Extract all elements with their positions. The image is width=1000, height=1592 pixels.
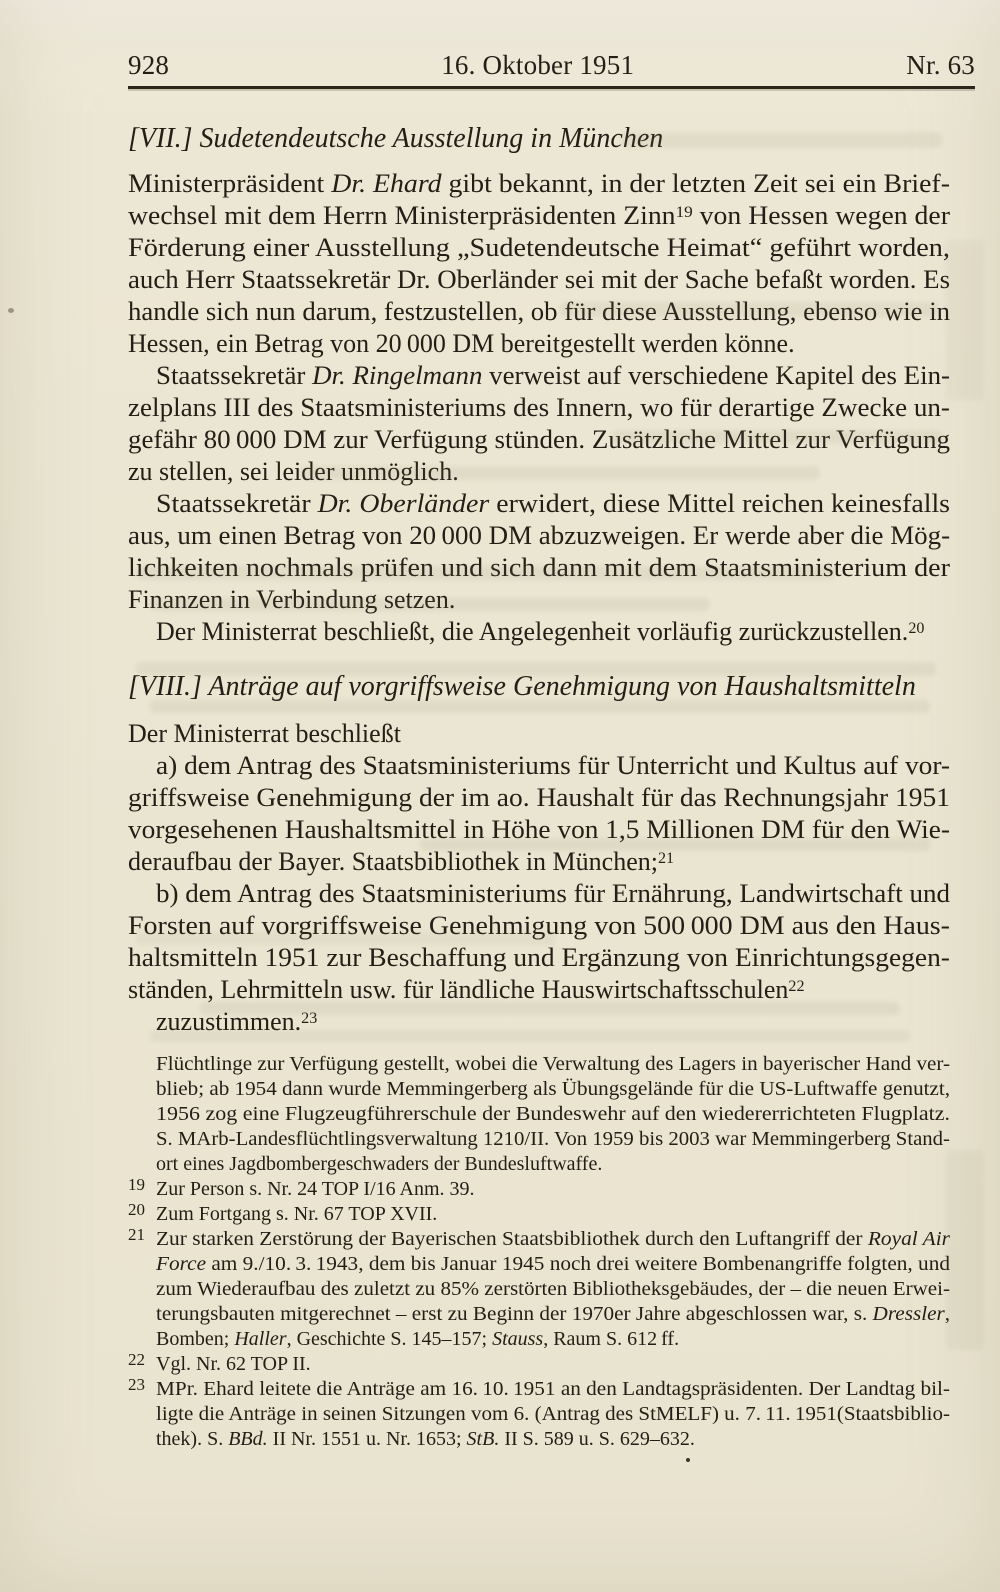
text-line: vorgesehenen Haushaltsmittel in Höhe von 1,5 Millionen DM für den Wie- bbox=[128, 815, 951, 844]
text-line: b) dem Antrag des Staatsministeriums für Ernährung, Landwirtschaft und bbox=[156, 879, 951, 908]
header-rule bbox=[128, 86, 975, 89]
text-line: zelplans III des Staatsministeriums des Innern, wo für derartige Zwecke un- bbox=[128, 393, 950, 422]
text-line: Finanzen in Verbindung setzen. bbox=[128, 585, 456, 614]
running-head-date: 16. Oktober 1951 bbox=[441, 50, 635, 80]
paragraph bbox=[128, 168, 950, 360]
text-line: Zur Person s. Nr. 24 TOP I/16 Anm. 39. bbox=[156, 1178, 475, 1200]
text-line: aus, um einen Betrag von 20 000 DM abzuzweigen. Er werde aber die Mög- bbox=[128, 521, 951, 550]
footnote-number: 22 bbox=[128, 1350, 145, 1369]
text-line: zum Wiederaufbau des zuletzt zu 85% zerstörten Bibliotheksgebäudes, der – die neuen Erwei- bbox=[156, 1278, 950, 1300]
text-line: wechsel mit dem Herrn Ministerpräsidenten Zinn$^{19}$ von Hessen wegen der bbox=[128, 201, 950, 230]
text-line: Der Ministerrat beschließt, die Angelegenheit vorläufig zurückzustellen.$^{20}$ bbox=[156, 617, 925, 646]
text-line: Hessen, ein Betrag von 20 000 DM bereitgestellt werden könne. bbox=[128, 329, 795, 358]
text-line: Force am 9./10. 3. 1943, dem bis Januar 1945 noch drei weitere Bombenangriffe folgten, und bbox=[156, 1253, 950, 1275]
text-line: Flüchtlinge zur Verfügung gestellt, wobei die Verwaltung des Lagers in bayerischer Hand ver- bbox=[156, 1053, 950, 1075]
footnote bbox=[128, 1227, 950, 1352]
text-line: Zum Fortgang s. Nr. 67 TOP XVII. bbox=[156, 1203, 438, 1225]
footnote-number: 20 bbox=[128, 1200, 145, 1219]
section-heading-viii: [VIII.] Anträge auf vorgriffsweise Genehmigung von Haushaltsmitteln bbox=[128, 671, 916, 702]
paragraph bbox=[128, 360, 950, 488]
running-head-issue: Nr. 63 bbox=[906, 50, 975, 80]
paragraph bbox=[128, 488, 950, 616]
text-line: lichkeiten nochmals prüfen und sich dann mit dem Staatsministerium der bbox=[128, 553, 951, 582]
paragraph bbox=[128, 750, 950, 878]
footnote bbox=[128, 1352, 950, 1377]
text-line: Staatssekretär Dr. Ringelmann verweist auf verschiedene Kapitel des Ein- bbox=[156, 361, 950, 390]
text-line: S. MArb-Landesflüchtlingsverwaltung 1210/II. Von 1959 bis 2003 war Memmingerberg Stand- bbox=[156, 1128, 950, 1150]
text-line: Zur starken Zerstörung der Bayerischen Staatsbibliothek durch den Luftangriff der Royal Air bbox=[156, 1228, 950, 1250]
text-line: zu stellen, sei leider unmöglich. bbox=[128, 457, 459, 486]
page-number: 928 bbox=[128, 50, 170, 80]
footnote bbox=[128, 1052, 950, 1177]
paragraph bbox=[128, 878, 950, 1006]
text-line: 1956 zog eine Flugzeugführerschule der Bundeswehr auf den wiedererrichteten Flugplatz. bbox=[156, 1103, 951, 1125]
footnote-number: 23 bbox=[128, 1375, 145, 1394]
text-line: handle sich nun darum, festzustellen, ob für diese Ausstellung, ebenso wie in bbox=[128, 297, 950, 326]
text-line: deraufbau der Bayer. Staatsbibliothek in München;$^{21}$ bbox=[128, 847, 675, 876]
text-line: griffsweise Genehmigung der im ao. Haushalt für das Rechnungsjahr 1951 bbox=[128, 783, 951, 812]
text-line: ligte die Anträge in seinen Sitzungen vom 6. (Antrag des StMELF) u. 7. 11. 1951(Staatsbiblio- bbox=[156, 1403, 951, 1425]
text-line: gefähr 80 000 DM zur Verfügung stünden. Zusätzliche Mittel zur Verfügung bbox=[128, 425, 950, 454]
text-line: a) dem Antrag des Staatsministeriums für Unterricht und Kultus auf vor- bbox=[156, 751, 951, 780]
running-head bbox=[128, 50, 975, 81]
text-line: terungsbauten mitgerechnet – erst zu Beginn der 1970er Jahre abgeschlossen war, s. Dressler, bbox=[156, 1303, 951, 1325]
footnote-block bbox=[128, 1052, 950, 1452]
text-line: haltsmitteln 1951 zur Beschaffung und Ergänzung von Einrichtungsgegen- bbox=[128, 943, 950, 972]
text-line: auch Herr Staatssekretär Dr. Oberländer sei mit der Sache befaßt worden. Es bbox=[128, 265, 951, 294]
text-line: ort eines Jagdbombergeschwaders der Bundesluftwaffe. bbox=[156, 1153, 603, 1175]
section-viii-paragraphs bbox=[128, 718, 950, 1038]
footnote-number: 19 bbox=[128, 1175, 145, 1194]
scan-speck bbox=[686, 1458, 690, 1462]
bleed-through-artifact bbox=[946, 240, 984, 400]
text-line: Vgl. Nr. 62 TOP II. bbox=[156, 1353, 311, 1375]
paragraph bbox=[128, 718, 950, 750]
text-line: thek). S. BBd. II Nr. 1551 u. Nr. 1653; StB. II S. 589 u. S. 629–632. bbox=[156, 1428, 695, 1450]
section-heading-vii: [VII.] Sudetendeutsche Ausstellung in München bbox=[128, 123, 664, 154]
footnote bbox=[128, 1202, 950, 1227]
text-line: blieb; ab 1954 dann wurde Memmingerberg als Übungsgelände für die US-Luftwaffe genutzt, bbox=[156, 1078, 951, 1100]
text-line: Förderung einer Ausstellung „Sudetendeutsche Heimat“ geführt worden, bbox=[128, 233, 950, 262]
paragraph bbox=[128, 1006, 950, 1038]
text-line: Staatssekretär Dr. Oberländer erwidert, diese Mittel reichen keinesfalls bbox=[156, 489, 951, 518]
footnote bbox=[128, 1177, 950, 1202]
footnote bbox=[128, 1377, 950, 1452]
paragraph bbox=[128, 616, 950, 648]
text-line: Bomben; Haller, Geschichte S. 145–157; Stauss, Raum S. 612 ff. bbox=[156, 1328, 680, 1350]
text-line: Ministerpräsident Dr. Ehard gibt bekannt, in der letzten Zeit sei ein Brief- bbox=[128, 169, 950, 198]
text-line: ständen, Lehrmitteln usw. für ländliche Hauswirtschaftsschulen$^{22}$ bbox=[128, 975, 805, 1004]
footnote-number: 21 bbox=[128, 1225, 145, 1244]
section-vii-paragraphs bbox=[128, 168, 950, 648]
text-line: zuzustimmen.$^{23}$ bbox=[156, 1007, 318, 1036]
text-column bbox=[128, 122, 950, 1038]
text-line: Der Ministerrat beschließt bbox=[128, 719, 401, 748]
text-line: Forsten auf vorgriffsweise Genehmigung von 500 000 DM aus den Haus- bbox=[128, 911, 950, 940]
scan-speck bbox=[8, 308, 14, 313]
bleed-through-artifact bbox=[946, 1150, 984, 1350]
text-line: MPr. Ehard leitete die Anträge am 16. 10. 1951 an den Landtagspräsidenten. Der Landtag bil- bbox=[156, 1378, 951, 1400]
